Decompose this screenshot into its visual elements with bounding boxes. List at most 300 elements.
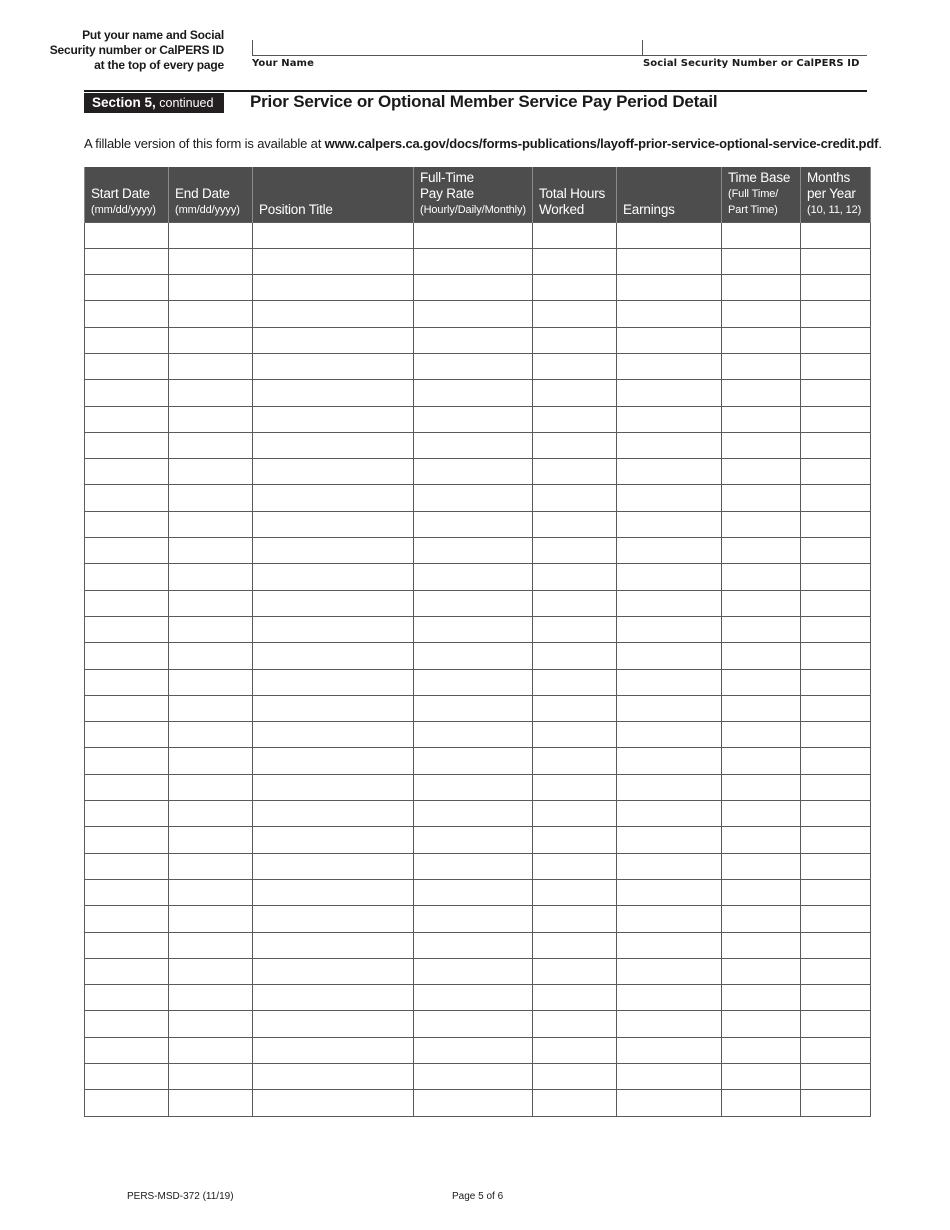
table-cell-input[interactable] [533, 380, 617, 406]
table-cell-input[interactable] [533, 958, 617, 984]
table-cell-input[interactable] [253, 748, 414, 774]
table-cell-input[interactable] [169, 827, 253, 853]
table-cell-input[interactable] [85, 748, 169, 774]
table-cell-input[interactable] [801, 669, 871, 695]
table-cell-input[interactable] [414, 695, 533, 721]
table-cell-input[interactable] [722, 432, 801, 458]
table-cell-input[interactable] [533, 1090, 617, 1116]
table-row [85, 301, 871, 327]
table-cell-input[interactable] [169, 748, 253, 774]
table-row [85, 695, 871, 721]
table-cell-input[interactable] [253, 380, 414, 406]
table-cell-input[interactable] [617, 380, 722, 406]
table-cell-input[interactable] [85, 643, 169, 669]
table-cell-input[interactable] [85, 538, 169, 564]
table-cell-input[interactable] [169, 301, 253, 327]
table-cell-input[interactable] [801, 248, 871, 274]
table-cell-input[interactable] [253, 459, 414, 485]
table-cell-input[interactable] [722, 643, 801, 669]
table-cell-input[interactable] [414, 1090, 533, 1116]
table-cell-input[interactable] [85, 432, 169, 458]
table-cell-input[interactable] [414, 1037, 533, 1063]
table-cell-input[interactable] [533, 511, 617, 537]
table-cell-input[interactable] [85, 616, 169, 642]
table-cell-input[interactable] [169, 958, 253, 984]
table-cell-input[interactable] [85, 827, 169, 853]
table-cell-input[interactable] [617, 485, 722, 511]
table-cell-input[interactable] [169, 853, 253, 879]
table-cell-input[interactable] [617, 1090, 722, 1116]
table-cell-input[interactable] [617, 564, 722, 590]
table-cell-input[interactable] [722, 222, 801, 248]
table-cell-input[interactable] [617, 669, 722, 695]
table-cell-input[interactable] [414, 748, 533, 774]
table-cell-input[interactable] [169, 222, 253, 248]
table-cell-input[interactable] [801, 538, 871, 564]
table-cell-input[interactable] [169, 485, 253, 511]
table-cell-input[interactable] [85, 485, 169, 511]
table-cell-input[interactable] [617, 511, 722, 537]
table-cell-input[interactable] [533, 327, 617, 353]
table-cell-input[interactable] [85, 1064, 169, 1090]
table-row [85, 1011, 871, 1037]
table-cell-input[interactable] [253, 222, 414, 248]
table-cell-input[interactable] [801, 590, 871, 616]
table-cell-input[interactable] [801, 853, 871, 879]
table-cell-input[interactable] [617, 1011, 722, 1037]
table-cell-input[interactable] [722, 985, 801, 1011]
table-row [85, 459, 871, 485]
table-row [85, 906, 871, 932]
table-cell-input[interactable] [533, 590, 617, 616]
table-cell-input[interactable] [801, 1090, 871, 1116]
column-header-label: Months [807, 169, 851, 185]
table-cell-input[interactable] [722, 564, 801, 590]
table-cell-input[interactable] [169, 1090, 253, 1116]
table-cell-input[interactable] [253, 669, 414, 695]
table-cell-input[interactable] [801, 985, 871, 1011]
table-cell-input[interactable] [169, 511, 253, 537]
table-cell-input[interactable] [722, 406, 801, 432]
table-cell-input[interactable] [722, 459, 801, 485]
table-cell-input[interactable] [617, 275, 722, 301]
column-header [722, 167, 801, 222]
table-cell-input[interactable] [801, 222, 871, 248]
table-cell-input[interactable] [253, 801, 414, 827]
table-cell-input[interactable] [617, 879, 722, 905]
column-header [253, 167, 414, 222]
table-cell-input[interactable] [414, 879, 533, 905]
table-cell-input[interactable] [414, 853, 533, 879]
table-cell-input[interactable] [253, 985, 414, 1011]
table-cell-input[interactable] [722, 958, 801, 984]
table-cell-input[interactable] [414, 432, 533, 458]
table-cell-input[interactable] [801, 511, 871, 537]
table-cell-input[interactable] [85, 301, 169, 327]
table-cell-input[interactable] [169, 695, 253, 721]
table-cell-input[interactable] [533, 222, 617, 248]
table-cell-input[interactable] [414, 485, 533, 511]
table-cell-input[interactable] [617, 932, 722, 958]
table-cell-input[interactable] [85, 985, 169, 1011]
table-cell-input[interactable] [533, 985, 617, 1011]
table-cell-input[interactable] [253, 564, 414, 590]
table-cell-input[interactable] [414, 301, 533, 327]
table-cell-input[interactable] [169, 538, 253, 564]
table-cell-input[interactable] [253, 538, 414, 564]
table-cell-input[interactable] [85, 275, 169, 301]
table-cell-input[interactable] [414, 906, 533, 932]
table-cell-input[interactable] [253, 932, 414, 958]
table-cell-input[interactable] [169, 669, 253, 695]
table-cell-input[interactable] [533, 643, 617, 669]
table-cell-input[interactable] [169, 801, 253, 827]
table-cell-input[interactable] [85, 669, 169, 695]
table-cell-input[interactable] [801, 1037, 871, 1063]
table-cell-input[interactable] [801, 327, 871, 353]
table-cell-input[interactable] [533, 301, 617, 327]
table-cell-input[interactable] [801, 801, 871, 827]
table-cell-input[interactable] [617, 248, 722, 274]
table-cell-input[interactable] [414, 932, 533, 958]
table-cell-input[interactable] [169, 380, 253, 406]
table-cell-input[interactable] [801, 459, 871, 485]
table-cell-input[interactable] [169, 616, 253, 642]
table-cell-input[interactable] [85, 853, 169, 879]
table-cell-input[interactable] [169, 353, 253, 379]
table-cell-input[interactable] [85, 353, 169, 379]
table-cell-input[interactable] [722, 1064, 801, 1090]
table-cell-input[interactable] [801, 695, 871, 721]
table-row [85, 616, 871, 642]
table-cell-input[interactable] [169, 275, 253, 301]
table-cell-input[interactable] [801, 722, 871, 748]
table-cell-input[interactable] [617, 459, 722, 485]
table-cell-input[interactable] [722, 801, 801, 827]
table-cell-input[interactable] [253, 406, 414, 432]
table-cell-input[interactable] [414, 327, 533, 353]
table-cell-input[interactable] [85, 958, 169, 984]
column-header [801, 167, 871, 222]
table-cell-input[interactable] [85, 459, 169, 485]
table-cell-input[interactable] [801, 380, 871, 406]
table-cell-input[interactable] [801, 406, 871, 432]
table-cell-input[interactable] [533, 722, 617, 748]
table-cell-input[interactable] [533, 432, 617, 458]
table-cell-input[interactable] [722, 511, 801, 537]
table-cell-input[interactable] [85, 932, 169, 958]
table-cell-input[interactable] [722, 1011, 801, 1037]
table-cell-input[interactable] [722, 248, 801, 274]
table-cell-input[interactable] [169, 985, 253, 1011]
table-cell-input[interactable] [722, 327, 801, 353]
table-cell-input[interactable] [414, 248, 533, 274]
table-cell-input[interactable] [169, 432, 253, 458]
table-cell-input[interactable] [617, 801, 722, 827]
table-cell-input[interactable] [533, 485, 617, 511]
table-cell-input[interactable] [801, 616, 871, 642]
table-cell-input[interactable] [414, 774, 533, 800]
table-cell-input[interactable] [414, 511, 533, 537]
table-row [85, 932, 871, 958]
table-cell-input[interactable] [169, 722, 253, 748]
table-cell-input[interactable] [533, 774, 617, 800]
table-cell-input[interactable] [85, 248, 169, 274]
table-cell-input[interactable] [414, 643, 533, 669]
table-cell-input[interactable] [85, 774, 169, 800]
ssn-or-calpers-id-field[interactable] [642, 40, 867, 56]
table-cell-input[interactable] [617, 590, 722, 616]
table-cell-input[interactable] [722, 932, 801, 958]
table-cell-input[interactable] [617, 774, 722, 800]
table-cell-input[interactable] [533, 459, 617, 485]
table-cell-input[interactable] [85, 1090, 169, 1116]
table-cell-input[interactable] [414, 380, 533, 406]
table-cell-input[interactable] [801, 958, 871, 984]
table-cell-input[interactable] [253, 1037, 414, 1063]
table-cell-input[interactable] [722, 906, 801, 932]
table-cell-input[interactable] [414, 1064, 533, 1090]
table-cell-input[interactable] [253, 353, 414, 379]
table-cell-input[interactable] [801, 432, 871, 458]
table-cell-input[interactable] [617, 906, 722, 932]
table-cell-input[interactable] [253, 301, 414, 327]
table-cell-input[interactable] [617, 748, 722, 774]
table-cell-input[interactable] [85, 511, 169, 537]
table-cell-input[interactable] [414, 538, 533, 564]
table-cell-input[interactable] [253, 827, 414, 853]
table-cell-input[interactable] [169, 590, 253, 616]
table-cell-input[interactable] [722, 695, 801, 721]
table-cell-input[interactable] [414, 590, 533, 616]
table-cell-input[interactable] [85, 695, 169, 721]
table-cell-input[interactable] [801, 301, 871, 327]
table-cell-input[interactable] [414, 406, 533, 432]
table-cell-input[interactable] [533, 853, 617, 879]
table-cell-input[interactable] [722, 722, 801, 748]
table-cell-input[interactable] [533, 1064, 617, 1090]
table-cell-input[interactable] [414, 222, 533, 248]
table-row [85, 879, 871, 905]
table-cell-input[interactable] [617, 827, 722, 853]
table-cell-input[interactable] [414, 722, 533, 748]
table-cell-input[interactable] [533, 906, 617, 932]
table-cell-input[interactable] [253, 616, 414, 642]
table-cell-input[interactable] [414, 616, 533, 642]
table-cell-input[interactable] [617, 406, 722, 432]
table-cell-input[interactable] [533, 1011, 617, 1037]
table-cell-input[interactable] [801, 827, 871, 853]
instruction-line: Security number or CalPERS ID [49, 43, 224, 57]
table-cell-input[interactable] [533, 275, 617, 301]
table-row [85, 643, 871, 669]
table-row [85, 485, 871, 511]
table-cell-input[interactable] [253, 432, 414, 458]
table-cell-input[interactable] [801, 485, 871, 511]
table-cell-input[interactable] [617, 301, 722, 327]
table-cell-input[interactable] [722, 590, 801, 616]
table-cell-input[interactable] [722, 616, 801, 642]
table-cell-input[interactable] [722, 1037, 801, 1063]
table-cell-input[interactable] [617, 1037, 722, 1063]
table-cell-input[interactable] [85, 222, 169, 248]
table-cell-input[interactable] [414, 827, 533, 853]
table-cell-input[interactable] [85, 406, 169, 432]
table-cell-input[interactable] [533, 564, 617, 590]
table-cell-input[interactable] [617, 695, 722, 721]
column-header-label: Total Hours [539, 185, 606, 201]
table-cell-input[interactable] [414, 801, 533, 827]
table-cell-input[interactable] [533, 616, 617, 642]
table-cell-input[interactable] [617, 538, 722, 564]
table-cell-input[interactable] [253, 1064, 414, 1090]
table-cell-input[interactable] [722, 853, 801, 879]
table-cell-input[interactable] [169, 1037, 253, 1063]
table-cell-input[interactable] [169, 1064, 253, 1090]
table-cell-input[interactable] [85, 722, 169, 748]
table-cell-input[interactable] [253, 695, 414, 721]
table-cell-input[interactable] [414, 564, 533, 590]
table-cell-input[interactable] [414, 353, 533, 379]
table-cell-input[interactable] [533, 1037, 617, 1063]
table-cell-input[interactable] [617, 985, 722, 1011]
table-cell-input[interactable] [617, 722, 722, 748]
column-header-hint: (mm/dd/yyyy) [91, 203, 156, 216]
table-cell-input[interactable] [617, 353, 722, 379]
table-cell-input[interactable] [801, 906, 871, 932]
table-cell-input[interactable] [617, 432, 722, 458]
table-cell-input[interactable] [617, 643, 722, 669]
form-id: PERS-MSD-372 (11/19) [127, 1191, 234, 1202]
table-row [85, 774, 871, 800]
table-cell-input[interactable] [85, 327, 169, 353]
table-cell-input[interactable] [722, 774, 801, 800]
table-cell-input[interactable] [617, 327, 722, 353]
table-cell-input[interactable] [801, 774, 871, 800]
column-header-label: Time Base [728, 169, 791, 185]
table-cell-input[interactable] [801, 1064, 871, 1090]
page-title: Prior Service or Optional Member Service Pay Period Detail [250, 92, 718, 111]
table-cell-input[interactable] [617, 958, 722, 984]
column-header [533, 167, 617, 222]
table-cell-input[interactable] [617, 616, 722, 642]
table-cell-input[interactable] [533, 932, 617, 958]
table-cell-input[interactable] [801, 1011, 871, 1037]
table-cell-input[interactable] [85, 879, 169, 905]
table-cell-input[interactable] [801, 748, 871, 774]
table-cell-input[interactable] [533, 353, 617, 379]
table-cell-input[interactable] [169, 774, 253, 800]
table-cell-input[interactable] [169, 906, 253, 932]
table-cell-input[interactable] [85, 1011, 169, 1037]
table-cell-input[interactable] [801, 564, 871, 590]
table-cell-input[interactable] [414, 669, 533, 695]
table-cell-input[interactable] [801, 932, 871, 958]
table-cell-input[interactable] [801, 879, 871, 905]
table-cell-input[interactable] [169, 248, 253, 274]
table-cell-input[interactable] [169, 406, 253, 432]
table-cell-input[interactable] [253, 722, 414, 748]
table-cell-input[interactable] [253, 853, 414, 879]
table-cell-input[interactable] [722, 353, 801, 379]
table-cell-input[interactable] [722, 380, 801, 406]
table-cell-input[interactable] [169, 879, 253, 905]
table-cell-input[interactable] [533, 695, 617, 721]
table-cell-input[interactable] [253, 590, 414, 616]
table-cell-input[interactable] [253, 958, 414, 984]
table-cell-input[interactable] [722, 301, 801, 327]
table-cell-input[interactable] [253, 275, 414, 301]
table-cell-input[interactable] [414, 985, 533, 1011]
table-cell-input[interactable] [253, 1011, 414, 1037]
table-cell-input[interactable] [533, 538, 617, 564]
table-row [85, 801, 871, 827]
table-row [85, 406, 871, 432]
table-cell-input[interactable] [722, 669, 801, 695]
table-cell-input[interactable] [801, 275, 871, 301]
table-cell-input[interactable] [722, 827, 801, 853]
table-cell-input[interactable] [533, 248, 617, 274]
table-cell-input[interactable] [85, 1037, 169, 1063]
table-cell-input[interactable] [533, 748, 617, 774]
table-cell-input[interactable] [253, 327, 414, 353]
table-cell-input[interactable] [253, 643, 414, 669]
table-cell-input[interactable] [85, 590, 169, 616]
table-cell-input[interactable] [722, 748, 801, 774]
table-cell-input[interactable] [533, 827, 617, 853]
your-name-field[interactable] [252, 40, 642, 56]
table-cell-input[interactable] [85, 564, 169, 590]
table-cell-input[interactable] [801, 643, 871, 669]
table-header-row [85, 167, 871, 222]
table-cell-input[interactable] [169, 564, 253, 590]
table-cell-input[interactable] [253, 485, 414, 511]
table-cell-input[interactable] [85, 801, 169, 827]
table-cell-input[interactable] [617, 853, 722, 879]
table-cell-input[interactable] [722, 1090, 801, 1116]
table-cell-input[interactable] [533, 406, 617, 432]
table-cell-input[interactable] [169, 932, 253, 958]
table-cell-input[interactable] [169, 1011, 253, 1037]
table-cell-input[interactable] [169, 643, 253, 669]
table-cell-input[interactable] [533, 669, 617, 695]
table-cell-input[interactable] [722, 879, 801, 905]
table-cell-input[interactable] [253, 1090, 414, 1116]
table-cell-input[interactable] [722, 485, 801, 511]
table-cell-input[interactable] [617, 1064, 722, 1090]
table-cell-input[interactable] [801, 353, 871, 379]
table-cell-input[interactable] [85, 906, 169, 932]
table-cell-input[interactable] [414, 958, 533, 984]
table-cell-input[interactable] [253, 879, 414, 905]
table-cell-input[interactable] [414, 1011, 533, 1037]
table-cell-input[interactable] [722, 275, 801, 301]
table-cell-input[interactable] [414, 275, 533, 301]
table-cell-input[interactable] [253, 906, 414, 932]
table-cell-input[interactable] [85, 380, 169, 406]
table-cell-input[interactable] [253, 774, 414, 800]
table-cell-input[interactable] [253, 248, 414, 274]
table-cell-input[interactable] [722, 538, 801, 564]
table-cell-input[interactable] [253, 511, 414, 537]
table-cell-input[interactable] [169, 459, 253, 485]
form-url-link[interactable]: www.calpers.ca.gov/docs/forms-publications/layoff-prior-service-optional-service-credit.pdf [324, 136, 879, 151]
table-cell-input[interactable] [617, 222, 722, 248]
table-cell-input[interactable] [533, 879, 617, 905]
table-cell-input[interactable] [169, 327, 253, 353]
table-cell-input[interactable] [414, 459, 533, 485]
table-cell-input[interactable] [533, 801, 617, 827]
